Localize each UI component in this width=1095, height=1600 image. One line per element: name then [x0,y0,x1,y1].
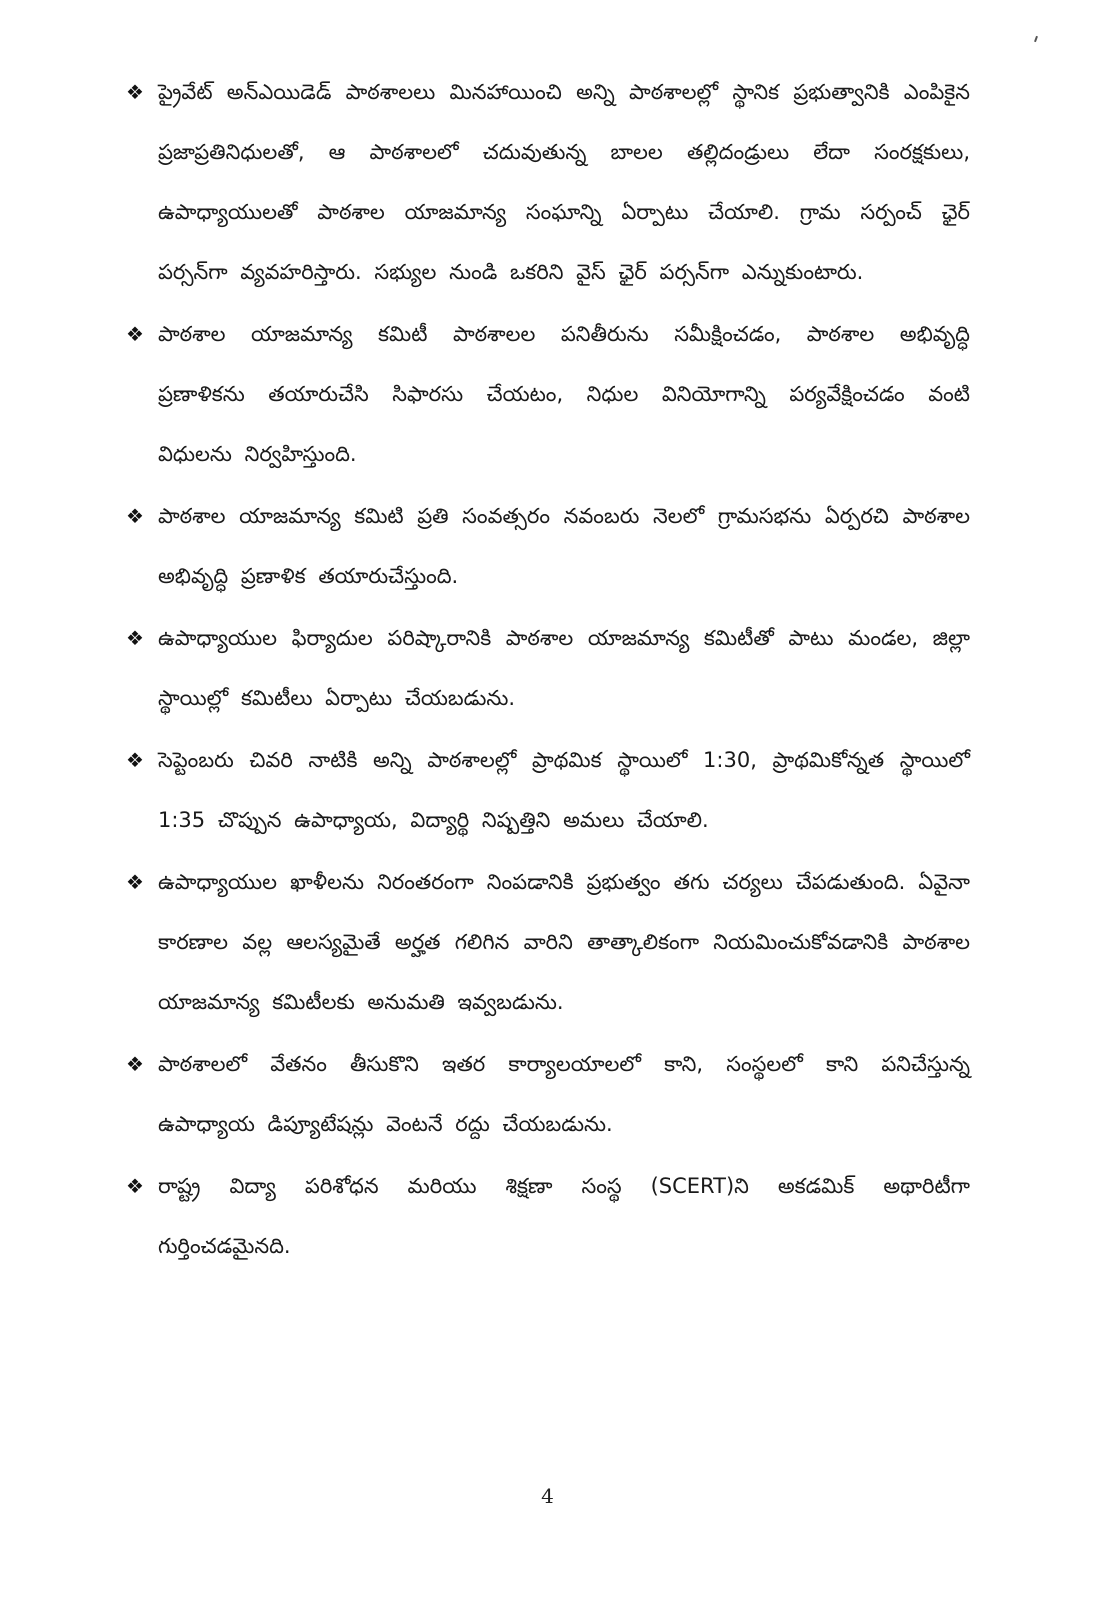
list-item [120,852,970,1032]
list-item-text: సెప్టెంబరు చివరి నాటికి అన్ని పాఠశాలల్లో ప్రాథమిక స్థాయిలో 1:30, ప్రాథమికోన్నత స్థాయిలో 1:35 చొప్పున ఉపాధ్యాయ, విద్యార్థి నిష్పత్తిని అమలు చేయాలి. [158,748,970,832]
diamond-dots-icon: ❖ [126,322,144,346]
bullet-list [120,62,970,1278]
list-item [120,304,970,484]
list-item [120,62,970,302]
list-item-text: రాష్ట్ర విద్యా పరిశోధన మరియు శిక్షణా సంస్థ (SCERT)ని అకడమిక్ అథారిటీగా గుర్తించడమైనది. [158,1174,970,1258]
diamond-dots-icon: ❖ [126,80,144,104]
list-item-text: పాఠశాల యాజమాన్య కమిటీ పాఠశాలల పనితీరును సమీక్షించడం, పాఠశాల అభివృద్ధి ప్రణాళికను తయారుచేసి సిఫారసు చేయటం, నిధుల వినియోగాన్ని పర్యవేక్షించడం వంటి విధులను నిర్వహిస్తుంది. [158,322,970,466]
diamond-dots-icon: ❖ [126,870,144,894]
list-item-text: పాఠశాల యాజమాన్య కమిటి ప్రతి సంవత్సరం నవంబరు నెలలో గ్రామసభను ఏర్పరచి పాఠశాల అభివృద్ధి ప్రణాళిక తయారుచేస్తుంది. [158,504,970,588]
list-item [120,1034,970,1154]
list-item-text: పాఠశాలలో వేతనం తీసుకొని ఇతర కార్యాలయాలలో కాని, సంస్థలలో కాని పనిచేస్తున్న ఉపాధ్యాయ డిప్యూటేషన్లు వెంటనే రద్దు చేయబడును. [158,1052,970,1136]
diamond-dots-icon: ❖ [126,1052,144,1076]
list-item-text: ఉపాధ్యాయుల ఖాళీలను నిరంతరంగా నింపడానికి ప్రభుత్వం తగు చర్యలు చేపడుతుంది. ఏవైనా కారణాల వల్ల ఆలస్యమైతే అర్హత గలిగిన వారిని తాత్కాలికంగా నియమించుకోవడానికి పాఠశాల యాజమాన్య కమిటీలకు అనుమతి ఇవ్వబడును. [158,870,970,1014]
list-item [120,1156,970,1276]
list-item [120,486,970,606]
diamond-dots-icon: ❖ [126,504,144,528]
scan-mark [1034,36,1038,42]
list-item [120,608,970,728]
list-item-text: ప్రైవేట్ అన్‌ఎయిడెడ్ పాఠశాలలు మినహాయించి అన్ని పాఠశాలల్లో స్థానిక ప్రభుత్వానికి ఎంపికైన ప్రజాప్రతినిధులతో, ఆ పాఠశాలలో చదువుతున్న బాలల తల్లిదండ్రులు లేదా సంరక్షకులు, ఉపాధ్యాయులతో పాఠశాల యాజమాన్య సంఘాన్ని ఏర్పాటు చేయాలి. గ్రామ సర్పంచ్ ఛైర్ పర్సన్‌గా వ్యవహరిస్తారు. సభ్యుల నుండి ఒకరిని వైస్ ఛైర్ పర్సన్‌గా ఎన్నుకుంటారు. [158,80,970,284]
diamond-dots-icon: ❖ [126,748,144,772]
list-item [120,730,970,850]
page-number: 4 [541,1484,554,1508]
diamond-dots-icon: ❖ [126,1174,144,1198]
diamond-dots-icon: ❖ [126,626,144,650]
list-item-text: ఉపాధ్యాయుల ఫిర్యాదుల పరిష్కారానికి పాఠశాల యాజమాన్య కమిటీతో పాటు మండల, జిల్లా స్థాయిల్లో కమిటీలు ఏర్పాటు చేయబడును. [158,626,970,710]
